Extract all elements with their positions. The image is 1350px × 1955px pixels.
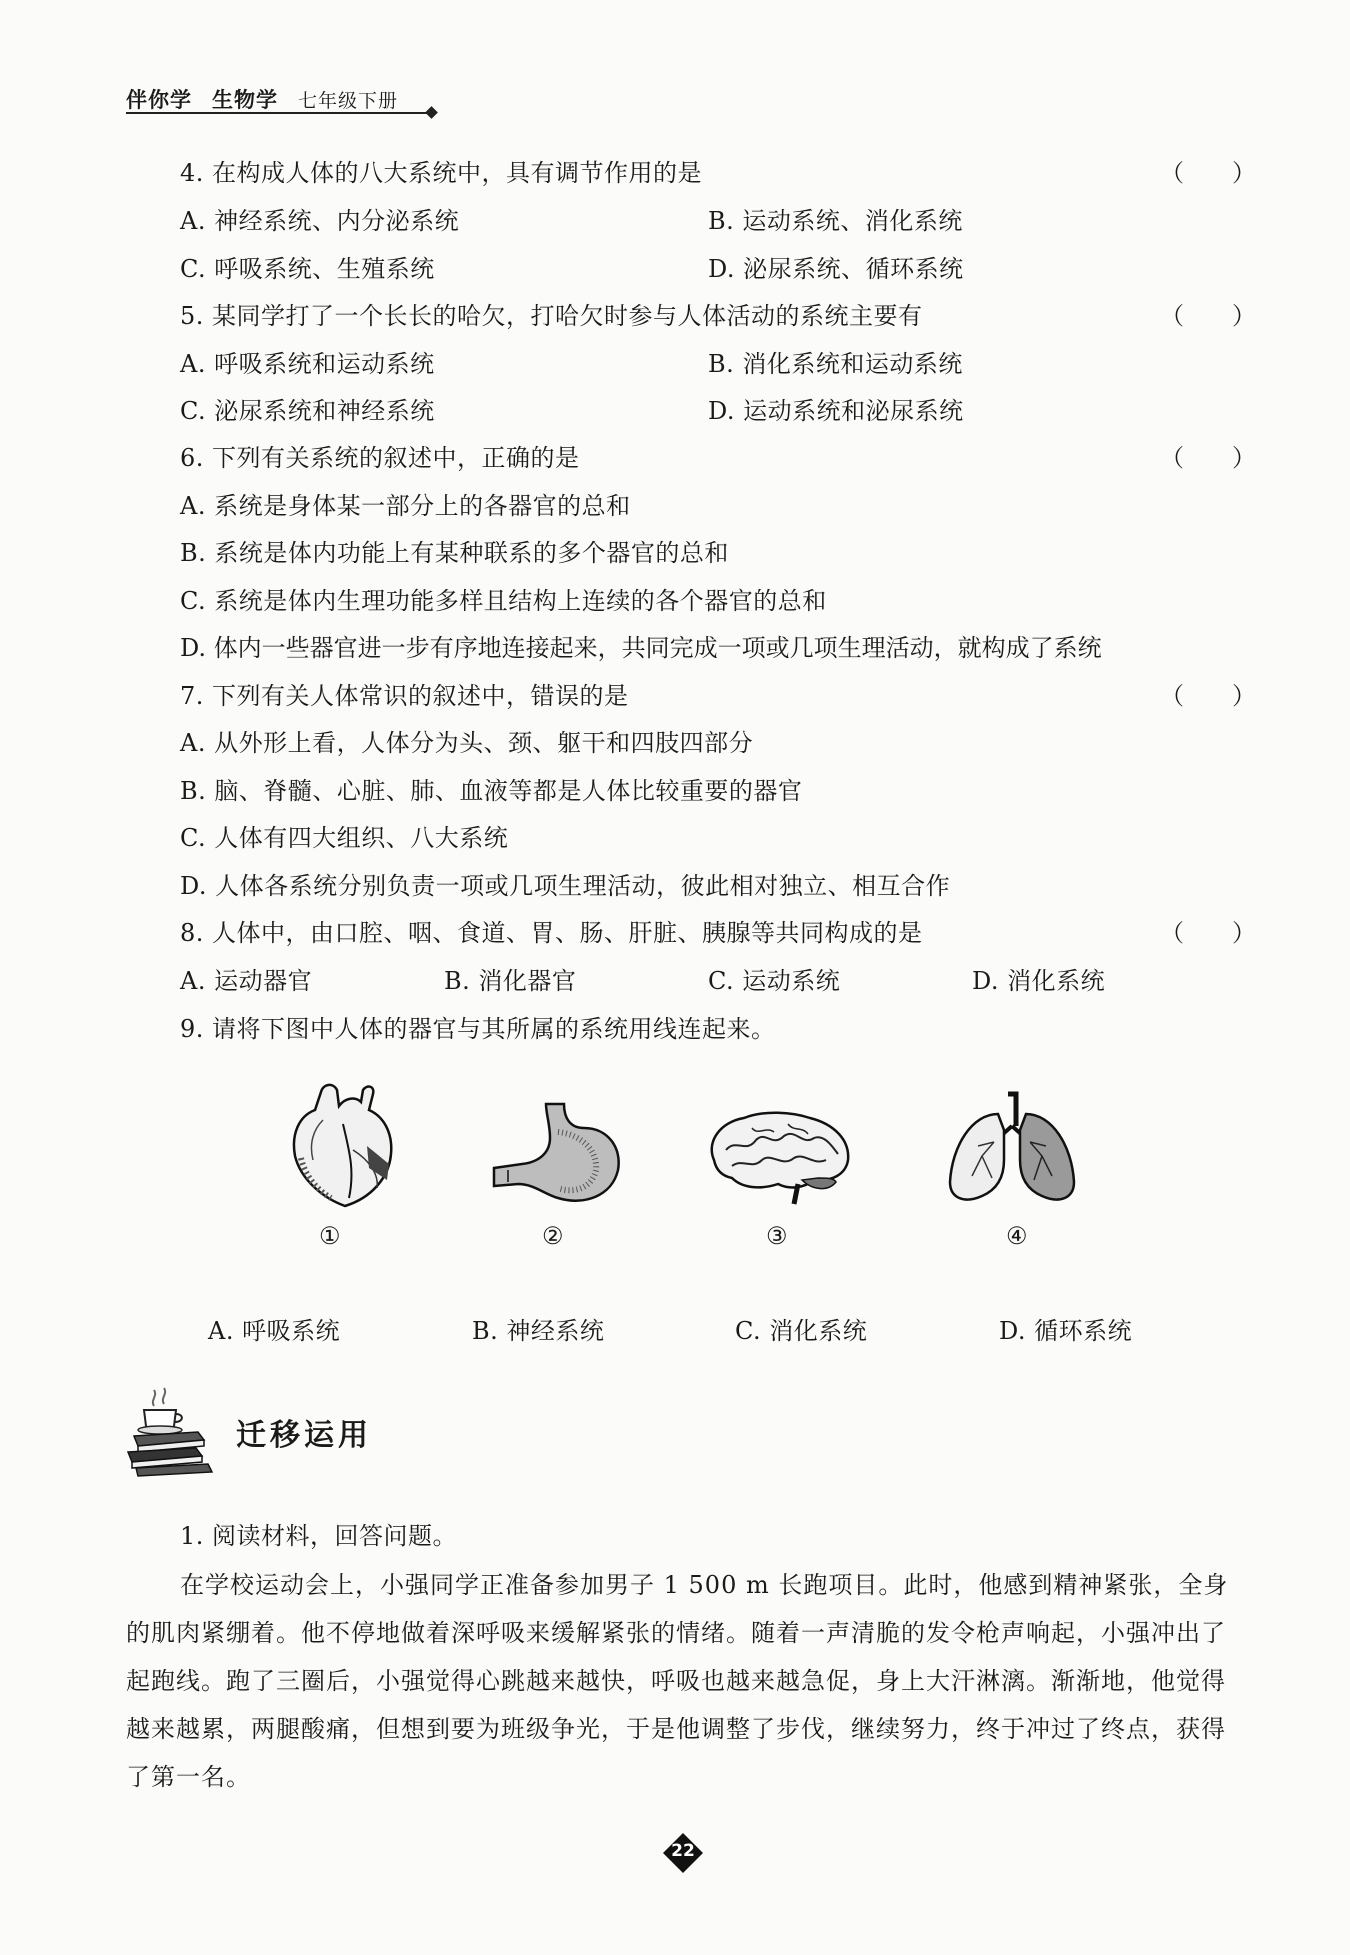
q9-stem: 9. 请将下图中人体的器官与其所属的系统用线连起来。 — [180, 1015, 776, 1043]
system-label-b[interactable]: B. 神经系统 — [472, 1317, 605, 1345]
q8-option-c[interactable]: C. 运动系统 — [708, 967, 841, 995]
q7-option-c[interactable]: C. 人体有四大组织、八大系统 — [180, 824, 509, 852]
system-label-d[interactable]: D. 循环系统 — [999, 1317, 1133, 1345]
q8-option-d[interactable]: D. 消化系统 — [972, 967, 1106, 995]
books-coffee-icon — [124, 1386, 216, 1478]
stomach-icon — [488, 1098, 628, 1210]
header-series: 伴你学 — [126, 88, 192, 112]
q6-option-c[interactable]: C. 系统是体内生理功能多样且结构上连续的各个器官的总和 — [180, 587, 827, 615]
page-number: 22 — [671, 1841, 695, 1861]
q4-option-b[interactable]: B. 运动系统、消化系统 — [708, 207, 963, 235]
lungs-icon — [942, 1090, 1082, 1210]
q7-stem: 7. 下列有关人体常识的叙述中，错误的是 — [180, 682, 629, 710]
brain-icon — [702, 1108, 854, 1208]
q7-option-a[interactable]: A. 从外形上看，人体分为头、颈、躯干和四肢四部分 — [180, 729, 754, 757]
q7-answer-blank[interactable]: （ ） — [1160, 682, 1256, 710]
q8-answer-blank[interactable]: （ ） — [1160, 919, 1256, 947]
heart-icon — [283, 1080, 403, 1210]
section-title: 迁移运用 — [236, 1418, 372, 1453]
q5-option-d[interactable]: D. 运动系统和泌尿系统 — [708, 397, 964, 425]
q5-option-c[interactable]: C. 泌尿系统和神经系统 — [180, 397, 435, 425]
q5-answer-blank[interactable]: （ ） — [1160, 302, 1256, 330]
q8-stem: 8. 人体中，由口腔、咽、食道、胃、肠、肝脏、胰腺等共同构成的是 — [180, 919, 923, 947]
q4-answer-blank[interactable]: （ ） — [1160, 159, 1256, 187]
q6-option-d[interactable]: D. 体内一些器官进一步有序地连接起来，共同完成一项或几项生理活动，就构成了系统 — [180, 634, 1102, 662]
organ-label-1: ① — [319, 1222, 341, 1250]
q6-option-a[interactable]: A. 系统是身体某一部分上的各器官的总和 — [180, 492, 631, 520]
header-grade: 七年级下册 — [298, 90, 399, 112]
header-diamond-icon — [425, 106, 438, 119]
organ-label-3: ③ — [766, 1222, 788, 1250]
q8-option-b[interactable]: B. 消化器官 — [444, 967, 577, 995]
q4-stem: 4. 在构成人体的八大系统中，具有调节作用的是 — [180, 159, 703, 187]
q6-answer-blank[interactable]: （ ） — [1160, 444, 1256, 472]
q4-option-d[interactable]: D. 泌尿系统、循环系统 — [708, 255, 964, 283]
page-header — [126, 84, 398, 114]
reading-material: 在学校运动会上，小强同学正准备参加男子 1 500 m 长跑项目。此时，他感到精神紧张，全身的肌肉紧绷着。他不停地做着深呼吸来缓解紧张的情绪。随着一声清脆的发令枪声响起，小强冲出了起跑线。跑了三圈后，小强觉得心跳越来越快，呼吸也越来越急促，身上大汗淋漓。渐渐地，他觉得越来越累，两腿酸痛，但想到要为班级争光，于是他调整了步伐，继续努力，终于冲过了终点，获得了第一名。 — [126, 1571, 1229, 1791]
header-rule — [126, 112, 429, 114]
header-subject: 生物学 — [212, 88, 278, 112]
q7-option-b[interactable]: B. 脑、脊髓、心脏、肺、血液等都是人体比较重要的器官 — [180, 777, 803, 805]
organ-label-4: ④ — [1006, 1222, 1028, 1250]
system-label-c[interactable]: C. 消化系统 — [735, 1317, 868, 1345]
system-label-a[interactable]: A. 呼吸系统 — [208, 1317, 341, 1345]
q5-stem: 5. 某同学打了一个长长的哈欠，打哈欠时参与人体活动的系统主要有 — [180, 302, 923, 330]
q5-option-b[interactable]: B. 消化系统和运动系统 — [708, 350, 963, 378]
q8-option-a[interactable]: A. 运动器官 — [180, 967, 313, 995]
organ-label-2: ② — [542, 1222, 564, 1250]
q4-option-c[interactable]: C. 呼吸系统、生殖系统 — [180, 255, 435, 283]
q7-option-d[interactable]: D. 人体各系统分别负责一项或几项生理活动，彼此相对独立、相互合作 — [180, 872, 951, 900]
apply-q1-stem: 1. 阅读材料，回答问题。 — [180, 1522, 458, 1550]
q4-option-a[interactable]: A. 神经系统、内分泌系统 — [180, 207, 460, 235]
q5-option-a[interactable]: A. 呼吸系统和运动系统 — [180, 350, 435, 378]
q6-option-b[interactable]: B. 系统是体内功能上有某种联系的多个器官的总和 — [180, 539, 729, 567]
q6-stem: 6. 下列有关系统的叙述中，正确的是 — [180, 444, 580, 472]
